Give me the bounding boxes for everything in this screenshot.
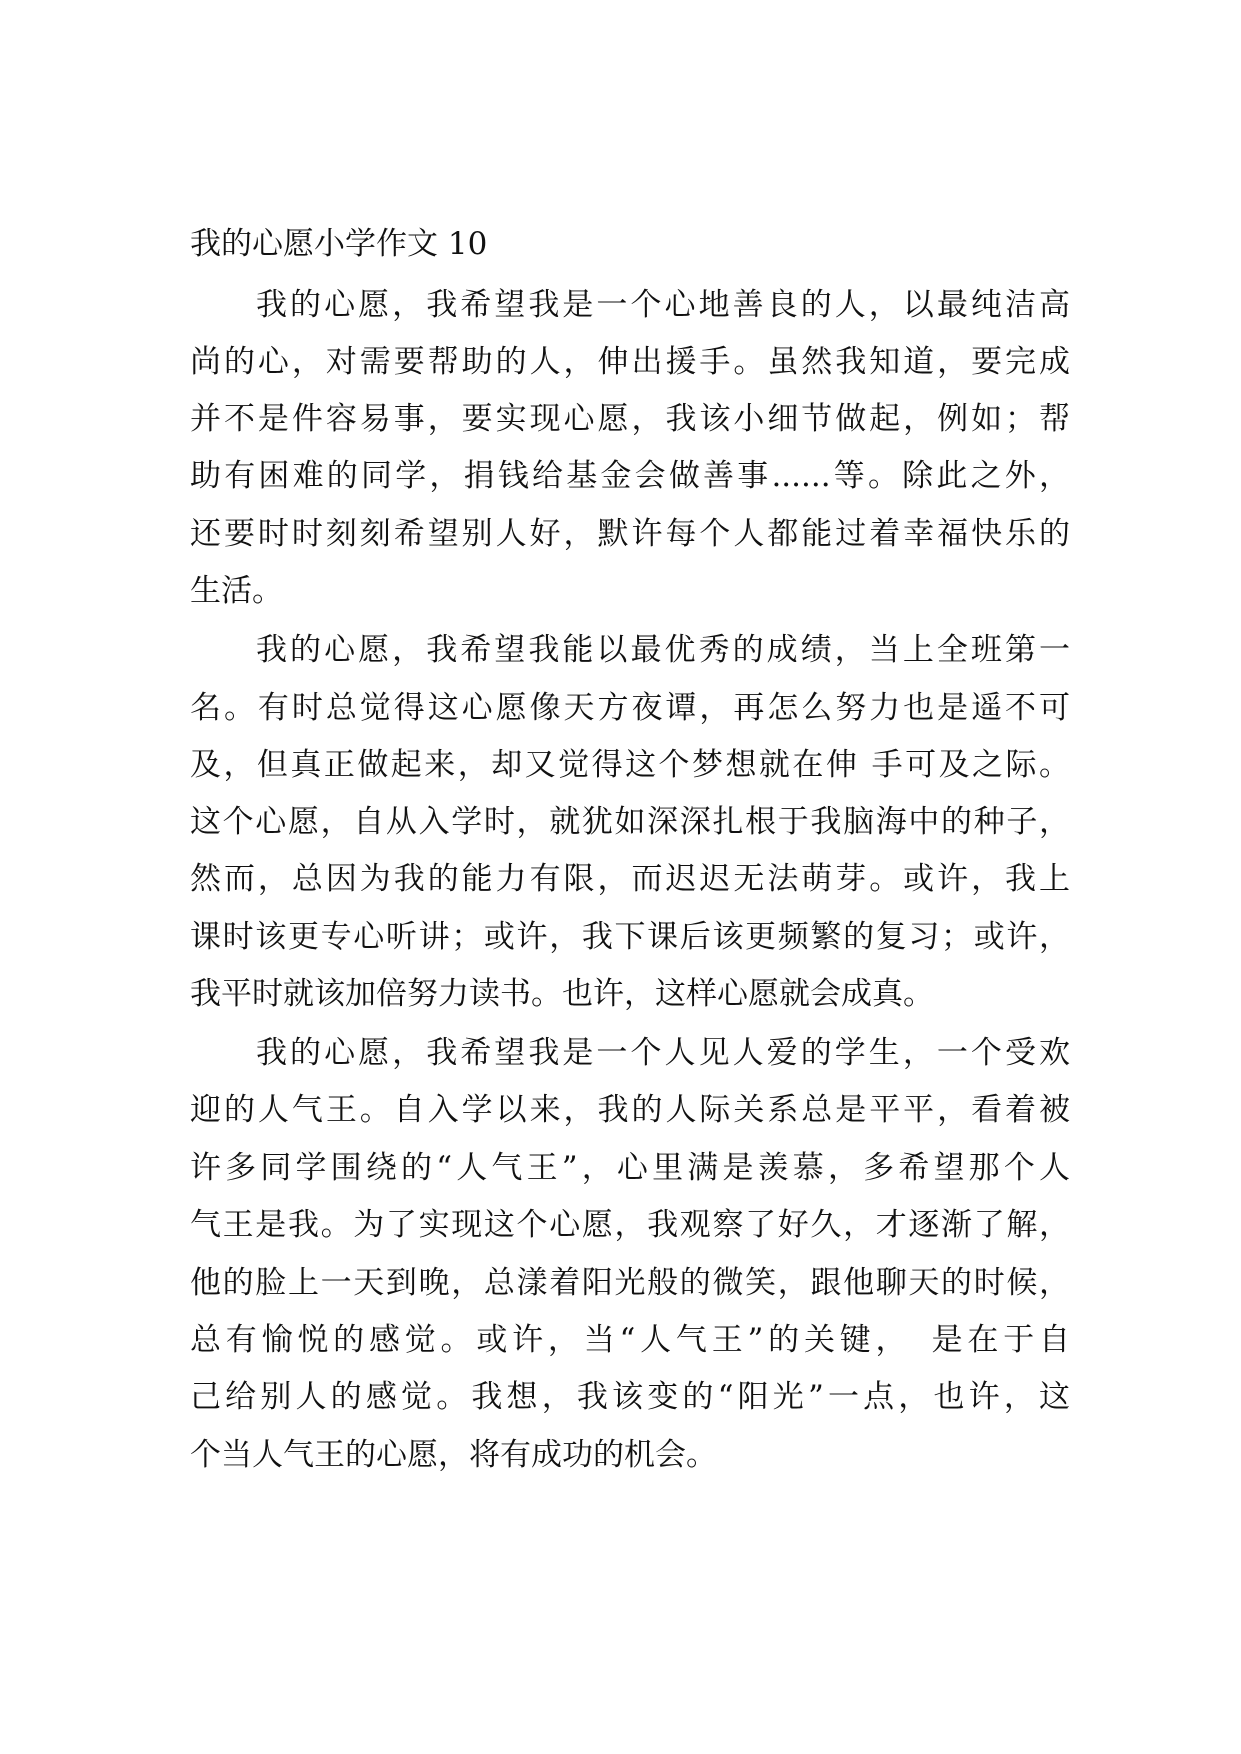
paragraph-3-line-7: 己给别人的感觉。我想，我该变的“阳光”一点，也许，这 — [190, 1379, 1070, 1415]
paragraph-3-line-5: 他的脸上一天到晚，总漾着阳光般的微笑，跟他聊天的时候， — [190, 1265, 1070, 1301]
paragraph-1-line-5: 还要时时刻刻希望别人好，默许每个人都能过着幸福快乐的 — [190, 516, 1070, 552]
paragraph-2-line-3: 及，但真正做起来，却又觉得这个梦想就在伸 手可及之际。 — [190, 747, 1070, 783]
paragraph-3-line-6: 总有愉悦的感觉。或许，当“人气王”的关键， 是在于自 — [190, 1322, 1070, 1358]
paragraph-1-line-6: 生活。 — [190, 573, 283, 609]
paragraph-1-line-1: 我的心愿，我希望我是一个心地善良的人，以最纯洁高 — [256, 287, 1070, 323]
paragraph-1-line-3: 并不是件容易事，要实现心愿，我该小细节做起，例如；帮 — [190, 401, 1070, 437]
paragraph-2-line-2: 名。有时总觉得这心愿像天方夜谭，再怎么努力也是遥不可 — [190, 690, 1070, 726]
paragraph-3-line-2: 迎的人气王。自入学以来，我的人际关系总是平平，看着被 — [190, 1092, 1070, 1128]
paragraph-2-line-1: 我的心愿，我希望我能以最优秀的成绩，当上全班第一 — [256, 632, 1070, 668]
page-title: 我的心愿小学作文 10 — [190, 226, 488, 262]
paragraph-3-line-1: 我的心愿，我希望我是一个人见人爱的学生，一个受欢 — [256, 1035, 1070, 1071]
paragraph-1-line-2: 尚的心，对需要帮助的人，伸出援手。虽然我知道，要完成 — [190, 344, 1070, 380]
paragraph-2-line-6: 课时该更专心听讲；或许，我下课后该更频繁的复习；或许， — [190, 919, 1070, 955]
paragraph-1-line-4: 助有困难的同学，捐钱给基金会做善事......等。除此之外， — [190, 458, 1070, 494]
paragraph-3-line-4: 气王是我。为了实现这个心愿，我观察了好久，才逐渐了解， — [190, 1207, 1070, 1243]
paragraph-2-line-4: 这个心愿，自从入学时，就犹如深深扎根于我脑海中的种子， — [190, 804, 1070, 840]
paragraph-2-line-5: 然而，总因为我的能力有限，而迟迟无法萌芽。或许，我上 — [190, 861, 1070, 897]
paragraph-2-line-7: 我平时就该加倍努力读书。也许，这样心愿就会成真。 — [190, 976, 934, 1012]
paragraph-3-line-8: 个当人气王的心愿，将有成功的机会。 — [190, 1437, 717, 1473]
paragraph-3-line-3: 许多同学围绕的“人气王”，心里满是羡慕，多希望那个人 — [190, 1150, 1070, 1186]
